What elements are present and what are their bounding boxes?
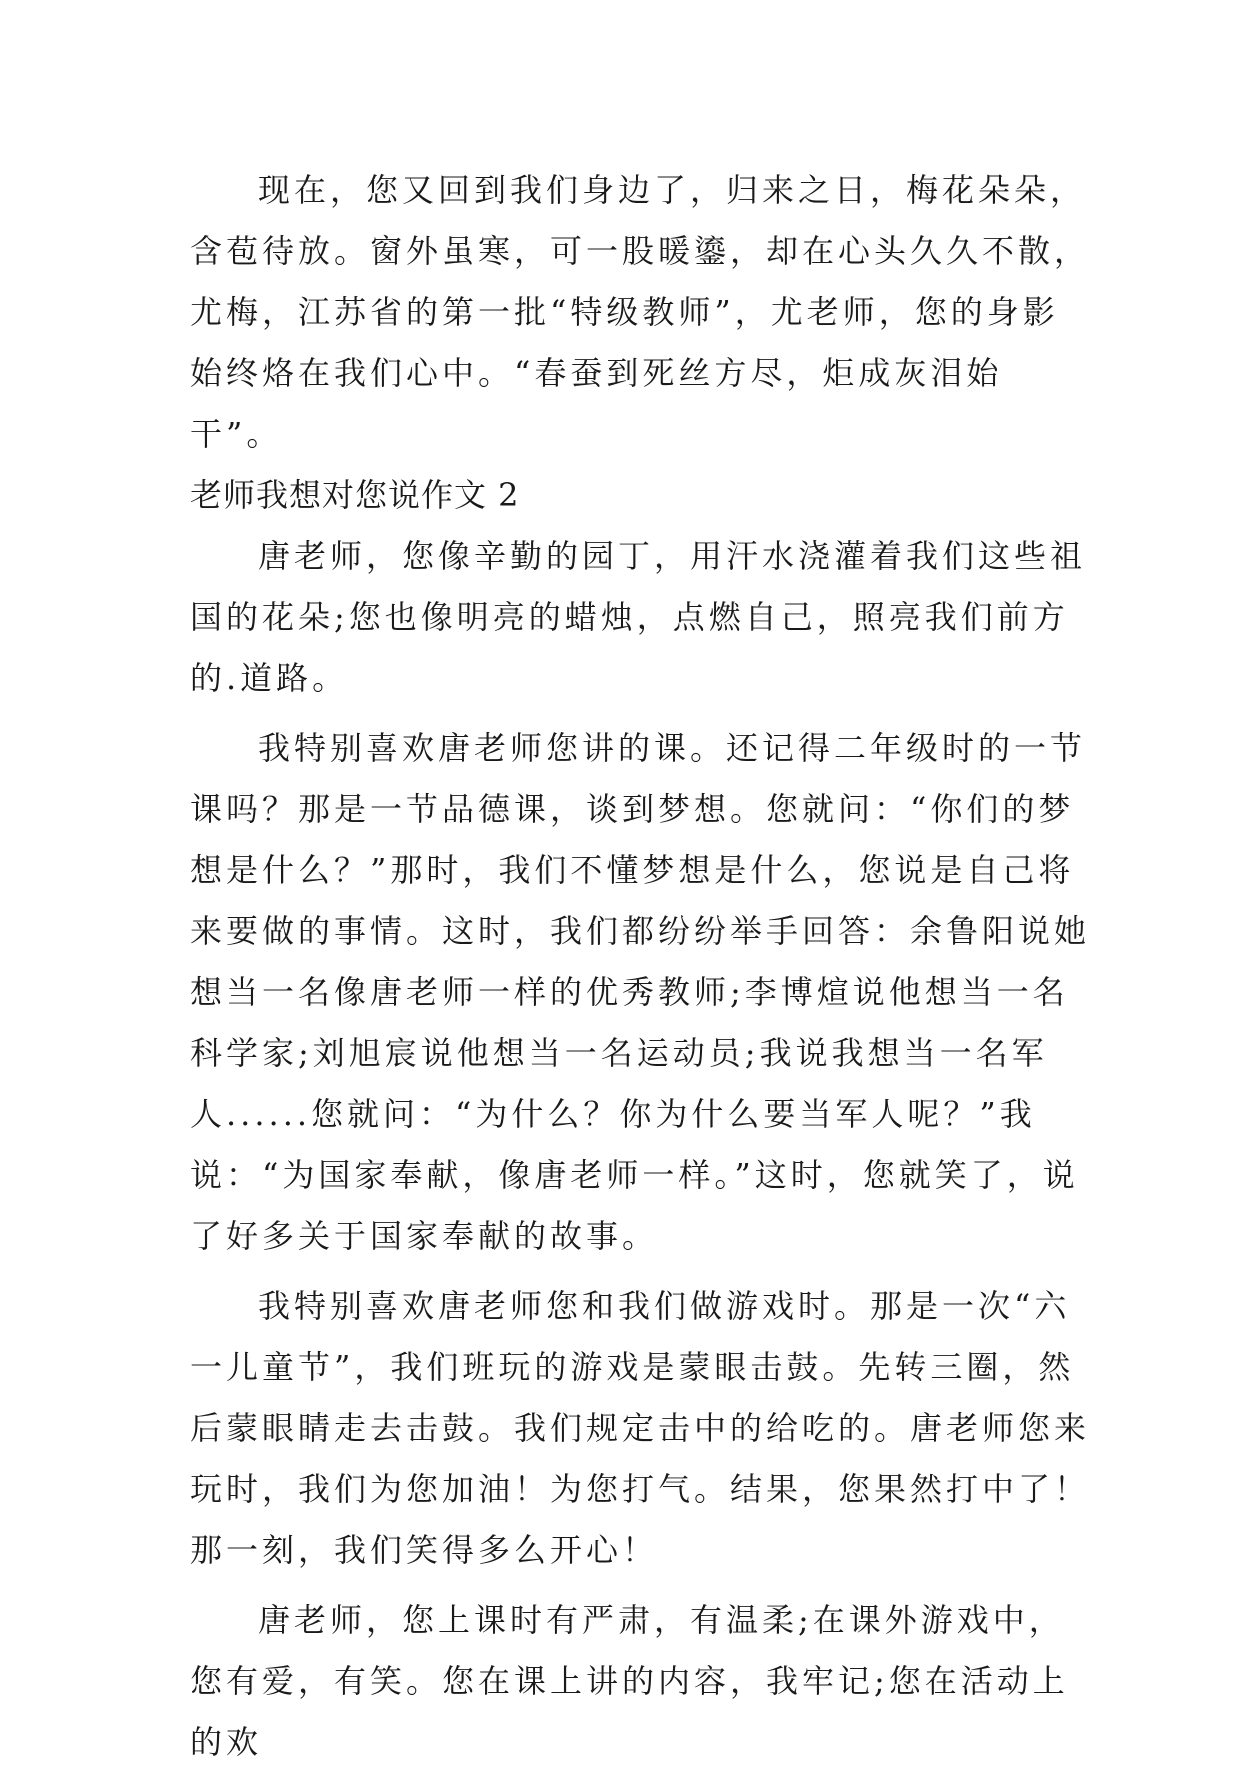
document-page [190, 160, 1090, 1773]
paragraph-1: 现在，您又回到我们身边了，归来之日，梅花朵朵，含苞待放。窗外虽寒，可一股暖鎏，却在心头久久不散，尤梅，江苏省的第一批“特级教师”，尤老师，您的身影始终烙在我们心中。“春蚕到死丝方尽，炬成灰泪始干”。 [190, 171, 1091, 453]
paragraph-2: 唐老师，您像辛勤的园丁，用汗水浇灌着我们这些祖国的花朵;您也像明亮的蜡烛，点燃自己，照亮我们前方的.道路。 [190, 537, 1087, 697]
paragraph-4: 我特别喜欢唐老师您和我们做游戏时。那是一次“六一儿童节”，我们班玩的游戏是蒙眼击鼓。先转三圈，然后蒙眼睛走去击鼓。我们规定击中的给吃的。唐老师您来玩时，我们为您加油！为您打气。结果，您果然打中了！那一刻，我们笑得多么开心！ [190, 1287, 1091, 1569]
paragraph-5: 唐老师，您上课时有严肃，有温柔;在课外游戏中，您有爱，有笑。您在课上讲的内容，我牢记;您在活动上的欢 [190, 1601, 1069, 1761]
paragraph-3: 我特别喜欢唐老师您讲的课。还记得二年级时的一节课吗？那是一节品德课，谈到梦想。您就问：“你们的梦想是什么？”那时，我们不懂梦想是什么，您说是自己将来要做的事情。这时，我们都纷纷举手回答：余鲁阳说她想当一名像唐老师一样的优秀教师;李博煊说他想当一名科学家;刘旭宸说他想当一名运动员;我说我想当一名军人......您就问：“为什么？你为什么要当军人呢？”我说：“为国家奉献，像唐老师一样。”这时，您就笑了，说了好多关于国家奉献的故事。 [190, 729, 1091, 1255]
section-heading: 老师我想对您说作文 2 [190, 476, 520, 514]
